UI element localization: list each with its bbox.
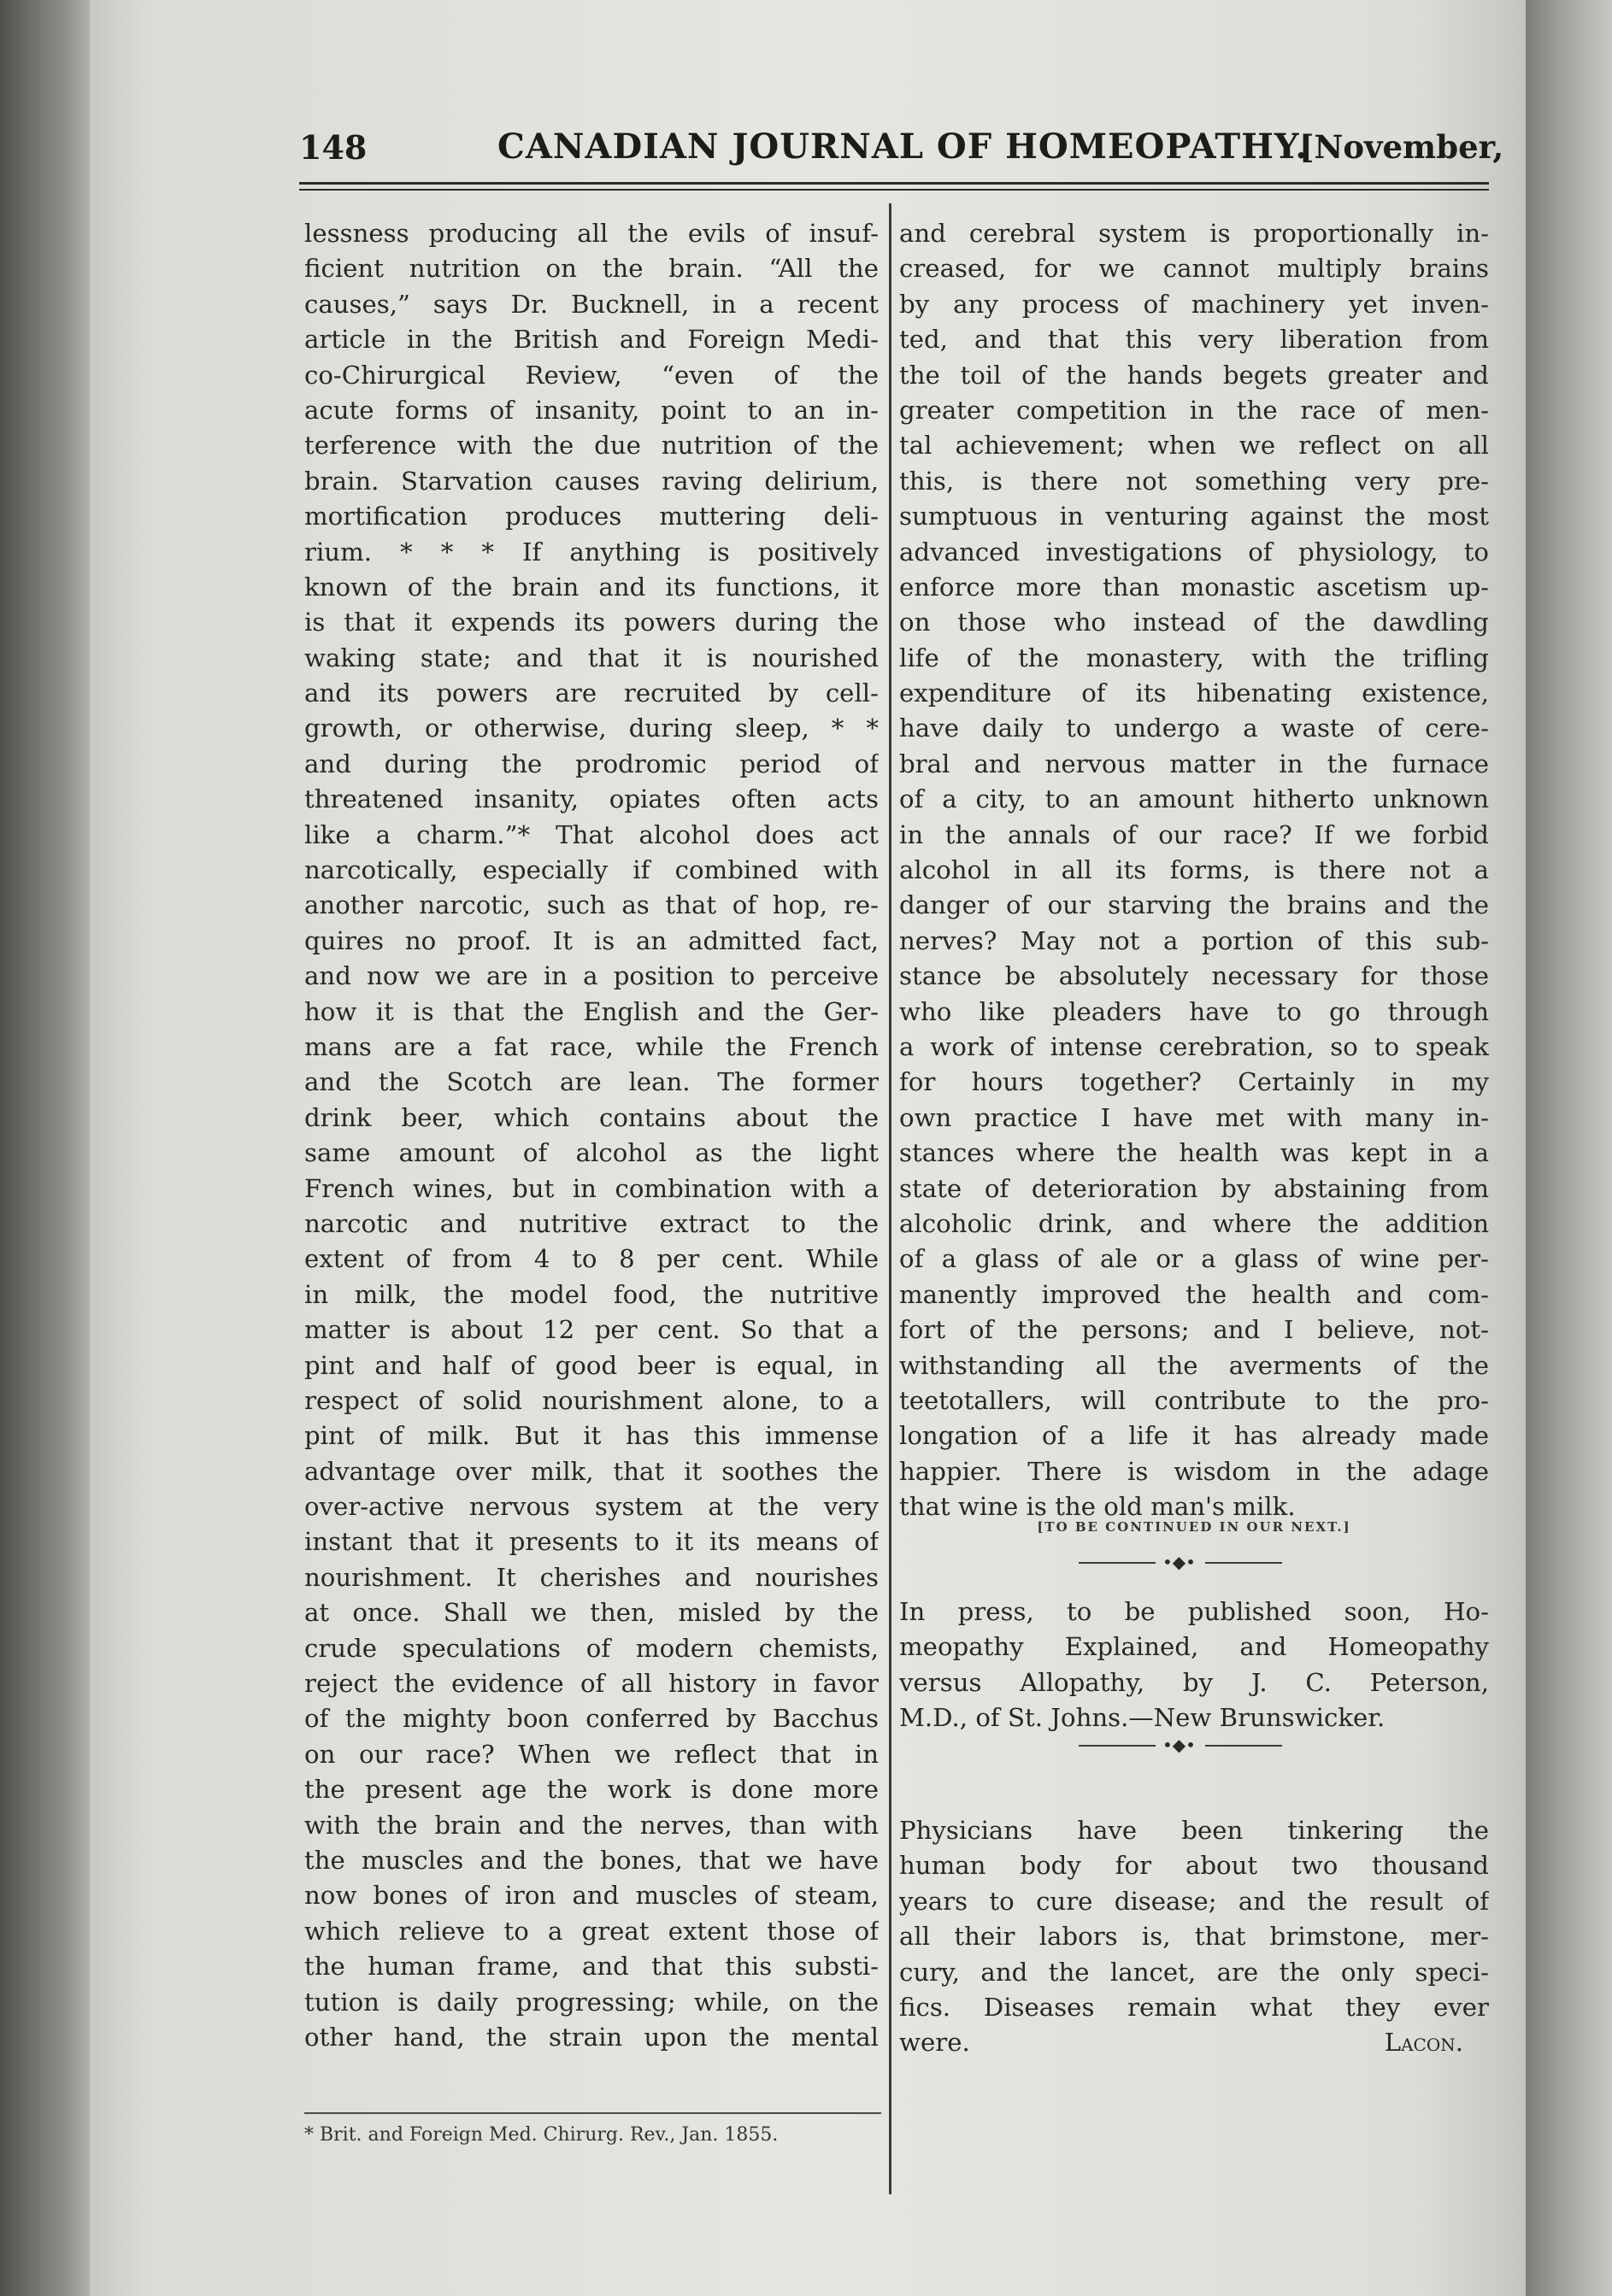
text-line: and now we are in a position to perceive bbox=[304, 961, 879, 991]
text-line: in milk, the model food, the nutritive bbox=[304, 1279, 879, 1309]
text-line: French wines, but in combination with a bbox=[304, 1173, 879, 1203]
text-line: with the brain and the nerves, than with bbox=[304, 1810, 879, 1840]
text-line bbox=[899, 2025, 1489, 2060]
text-line: Physicians have been tinkering the bbox=[899, 1816, 1489, 1845]
left-column bbox=[304, 216, 879, 2055]
text-line: respect of solid nourishment alone, to a bbox=[304, 1385, 879, 1415]
attribution: Lacon. bbox=[1384, 2028, 1463, 2058]
text-line: fics. Diseases remain what they ever bbox=[899, 1992, 1489, 2022]
text-line: of a city, to an amount hitherto unknown bbox=[899, 784, 1489, 814]
footnote-rule bbox=[304, 2112, 881, 2114]
text-line: narcotically, especially if combined with bbox=[304, 855, 879, 885]
text-line: nerves? May not a portion of this sub- bbox=[899, 925, 1489, 955]
ornament-rule bbox=[1079, 1562, 1156, 1564]
text-line: advantage over milk, that it soothes the bbox=[304, 1456, 879, 1486]
text-line: and the Scotch are lean. The former bbox=[304, 1067, 879, 1097]
text-line: enforce more than monastic ascetism up- bbox=[899, 572, 1489, 602]
ornament-rule bbox=[1205, 1562, 1282, 1564]
journal-title: CANADIAN JOURNAL OF HOMEOPATHY. bbox=[497, 126, 1309, 167]
text-line: at once. Shall we then, misled by the bbox=[304, 1598, 879, 1628]
text-line: extent of from 4 to 8 per cent. While bbox=[304, 1244, 879, 1274]
text-line: of a glass of ale or a glass of wine per- bbox=[899, 1244, 1489, 1274]
text-line: expenditure of its hibenating existence, bbox=[899, 678, 1489, 708]
right-column bbox=[899, 216, 1489, 1524]
text-line: and cerebral system is proportionally in- bbox=[899, 219, 1489, 248]
text-line: quires no proof. It is an admitted fact, bbox=[304, 925, 879, 955]
text-line: reject the evidence of all history in favor bbox=[304, 1669, 879, 1699]
text-line: drink beer, which contains about the bbox=[304, 1102, 879, 1132]
text-line: human body for about two thousand bbox=[899, 1851, 1489, 1881]
text-line: mans are a fat race, while the French bbox=[304, 1031, 879, 1061]
physicians-notice bbox=[899, 1813, 1489, 2061]
text-line: tal achievement; when we reflect on all bbox=[899, 431, 1489, 461]
text-line: pint and half of good beer is equal, in bbox=[304, 1350, 879, 1380]
text-line: stances where the health was kept in a bbox=[899, 1138, 1489, 1168]
text-line: mortification produces muttering deli- bbox=[304, 502, 879, 531]
text-line: other hand, the strain upon the mental bbox=[304, 2022, 879, 2052]
text-line: danger of our starving the brains and the bbox=[899, 890, 1489, 920]
text-line: advanced investigations of physiology, to bbox=[899, 537, 1489, 567]
text-line: of the mighty boon conferred by Bacchus bbox=[304, 1704, 879, 1734]
book-binding bbox=[0, 0, 90, 2296]
text-line: instant that it presents to it its means of bbox=[304, 1527, 879, 1557]
text-line: manently improved the health and com- bbox=[899, 1279, 1489, 1309]
header-rule-top bbox=[299, 182, 1489, 185]
text-line: for hours together? Certainly in my bbox=[899, 1067, 1489, 1097]
text-line: nourishment. It cherishes and nourishes bbox=[304, 1562, 879, 1592]
text-line: pint of milk. But it has this immense bbox=[304, 1421, 879, 1451]
text-line: versus Allopathy, by J. C. Peterson, bbox=[899, 1667, 1489, 1697]
text-line: narcotic and nutritive extract to the bbox=[304, 1208, 879, 1238]
text-line: terference with the due nutrition of the bbox=[304, 431, 879, 461]
column-divider bbox=[889, 203, 891, 2194]
running-header bbox=[299, 126, 1504, 173]
continued-note: [TO BE CONTINUED IN OUR NEXT.] bbox=[1037, 1519, 1351, 1535]
text-line: in the annals of our race? If we forbid bbox=[899, 819, 1489, 849]
text-line: ficient nutrition on the brain. “All the bbox=[304, 254, 879, 284]
text-line: crude speculations of modern chemists, bbox=[304, 1633, 879, 1663]
text-line: how it is that the English and the Ger- bbox=[304, 996, 879, 1026]
text-line: who like pleaders have to go through bbox=[899, 996, 1489, 1026]
text-line: threatened insanity, opiates often acts bbox=[304, 784, 879, 814]
text-line: cury, and the lancet, are the only speci- bbox=[899, 1957, 1489, 1987]
press-notice bbox=[899, 1594, 1489, 1736]
ornament-rule bbox=[1079, 1745, 1156, 1747]
text-line: by any process of machinery yet inven- bbox=[899, 289, 1489, 319]
text-line: causes,” says Dr. Bucknell, in a recent bbox=[304, 289, 879, 319]
text-line: fort of the persons; and I believe, not- bbox=[899, 1315, 1489, 1345]
text-line: all their labors is, that brimstone, mer- bbox=[899, 1922, 1489, 1952]
text-line: alcoholic drink, and where the addition bbox=[899, 1208, 1489, 1238]
page-edge bbox=[1526, 0, 1612, 2296]
text-line: life of the monastery, with the trifling bbox=[899, 643, 1489, 672]
text-line: over-active nervous system at the very bbox=[304, 1492, 879, 1522]
closing-word: were. bbox=[899, 2028, 970, 2058]
text-line: In press, to be published soon, Ho- bbox=[899, 1597, 1489, 1626]
text-line: meopathy Explained, and Homeopathy bbox=[899, 1632, 1489, 1662]
text-line: now bones of iron and muscles of steam, bbox=[304, 1881, 879, 1911]
text-line: on those who instead of the dawdling bbox=[899, 608, 1489, 637]
text-line: co-Chirurgical Review, “even of the bbox=[304, 360, 879, 390]
text-line: another narcotic, such as that of hop, re- bbox=[304, 890, 879, 920]
text-line: like a charm.”* That alcohol does act bbox=[304, 819, 879, 849]
text-line: teetotallers, will contribute to the pro- bbox=[899, 1385, 1489, 1415]
text-line: have daily to undergo a waste of cere- bbox=[899, 713, 1489, 743]
text-line: on our race? When we reflect that in bbox=[304, 1739, 879, 1769]
text-line: the present age the work is done more bbox=[304, 1775, 879, 1805]
ornament-dots: •◆• bbox=[1162, 1735, 1196, 1755]
footnote: * Brit. and Foreign Med. Chirurg. Rev., Jan. 1855. bbox=[304, 2124, 779, 2146]
text-line: stance be absolutely necessary for those bbox=[899, 961, 1489, 991]
issue-month: [November, bbox=[1299, 128, 1504, 166]
ornament-dots: •◆• bbox=[1162, 1552, 1196, 1572]
text-line: happier. There is wisdom in the adage bbox=[899, 1456, 1489, 1486]
text-line: waking state; and that it is nourished bbox=[304, 643, 879, 672]
text-line: brain. Starvation causes raving delirium, bbox=[304, 466, 879, 496]
text-line: the human frame, and that this substi- bbox=[304, 1952, 879, 1982]
text-line: alcohol in all its forms, is there not a bbox=[899, 855, 1489, 885]
page-number: 148 bbox=[299, 128, 368, 167]
text-line: and its powers are recruited by cell- bbox=[304, 678, 879, 708]
text-line: the muscles and the bones, that we have bbox=[304, 1845, 879, 1875]
text-line: own practice I have met with many in- bbox=[899, 1102, 1489, 1132]
text-line: sumptuous in venturing against the most bbox=[899, 502, 1489, 531]
text-line: M.D., of St. Johns.—New Brunswicker. bbox=[899, 1703, 1385, 1733]
text-line: longation of a life it has already made bbox=[899, 1421, 1489, 1451]
text-line: lessness producing all the evils of insuf- bbox=[304, 219, 879, 248]
text-line: a work of intense cerebration, so to speak bbox=[899, 1031, 1489, 1061]
header-rule-bottom bbox=[299, 189, 1489, 191]
text-line: acute forms of insanity, point to an in- bbox=[304, 395, 879, 425]
text-line: rium. * * * If anything is positively bbox=[304, 537, 879, 567]
text-line: this, is there not something very pre- bbox=[899, 466, 1489, 496]
text-line: is that it expends its powers during the bbox=[304, 608, 879, 637]
text-line: greater competition in the race of men- bbox=[899, 395, 1489, 425]
text-line: article in the British and Foreign Medi- bbox=[304, 325, 879, 355]
text-line: same amount of alcohol as the light bbox=[304, 1138, 879, 1168]
text-line: the toil of the hands begets greater and bbox=[899, 360, 1489, 390]
text-line: ted, and that this very liberation from bbox=[899, 325, 1489, 355]
text-line: withstanding all the averments of the bbox=[899, 1350, 1489, 1380]
text-line: matter is about 12 per cent. So that a bbox=[304, 1315, 879, 1345]
text-line: and during the prodromic period of bbox=[304, 749, 879, 778]
text-line: years to cure disease; and the result of bbox=[899, 1886, 1489, 1916]
text-line: bral and nervous matter in the furnace bbox=[899, 749, 1489, 778]
text-line: growth, or otherwise, during sleep, * * bbox=[304, 713, 879, 743]
text-line: that wine is the old man's milk. bbox=[899, 1492, 1296, 1522]
ornament-rule bbox=[1205, 1745, 1282, 1747]
text-line: known of the brain and its functions, it bbox=[304, 572, 879, 602]
text-line: creased, for we cannot multiply brains bbox=[899, 254, 1489, 284]
text-line: state of deterioration by abstaining from bbox=[899, 1173, 1489, 1203]
text-line: tution is daily progressing; while, on the bbox=[304, 1987, 879, 2017]
text-line: which relieve to a great extent those of bbox=[304, 1916, 879, 1946]
